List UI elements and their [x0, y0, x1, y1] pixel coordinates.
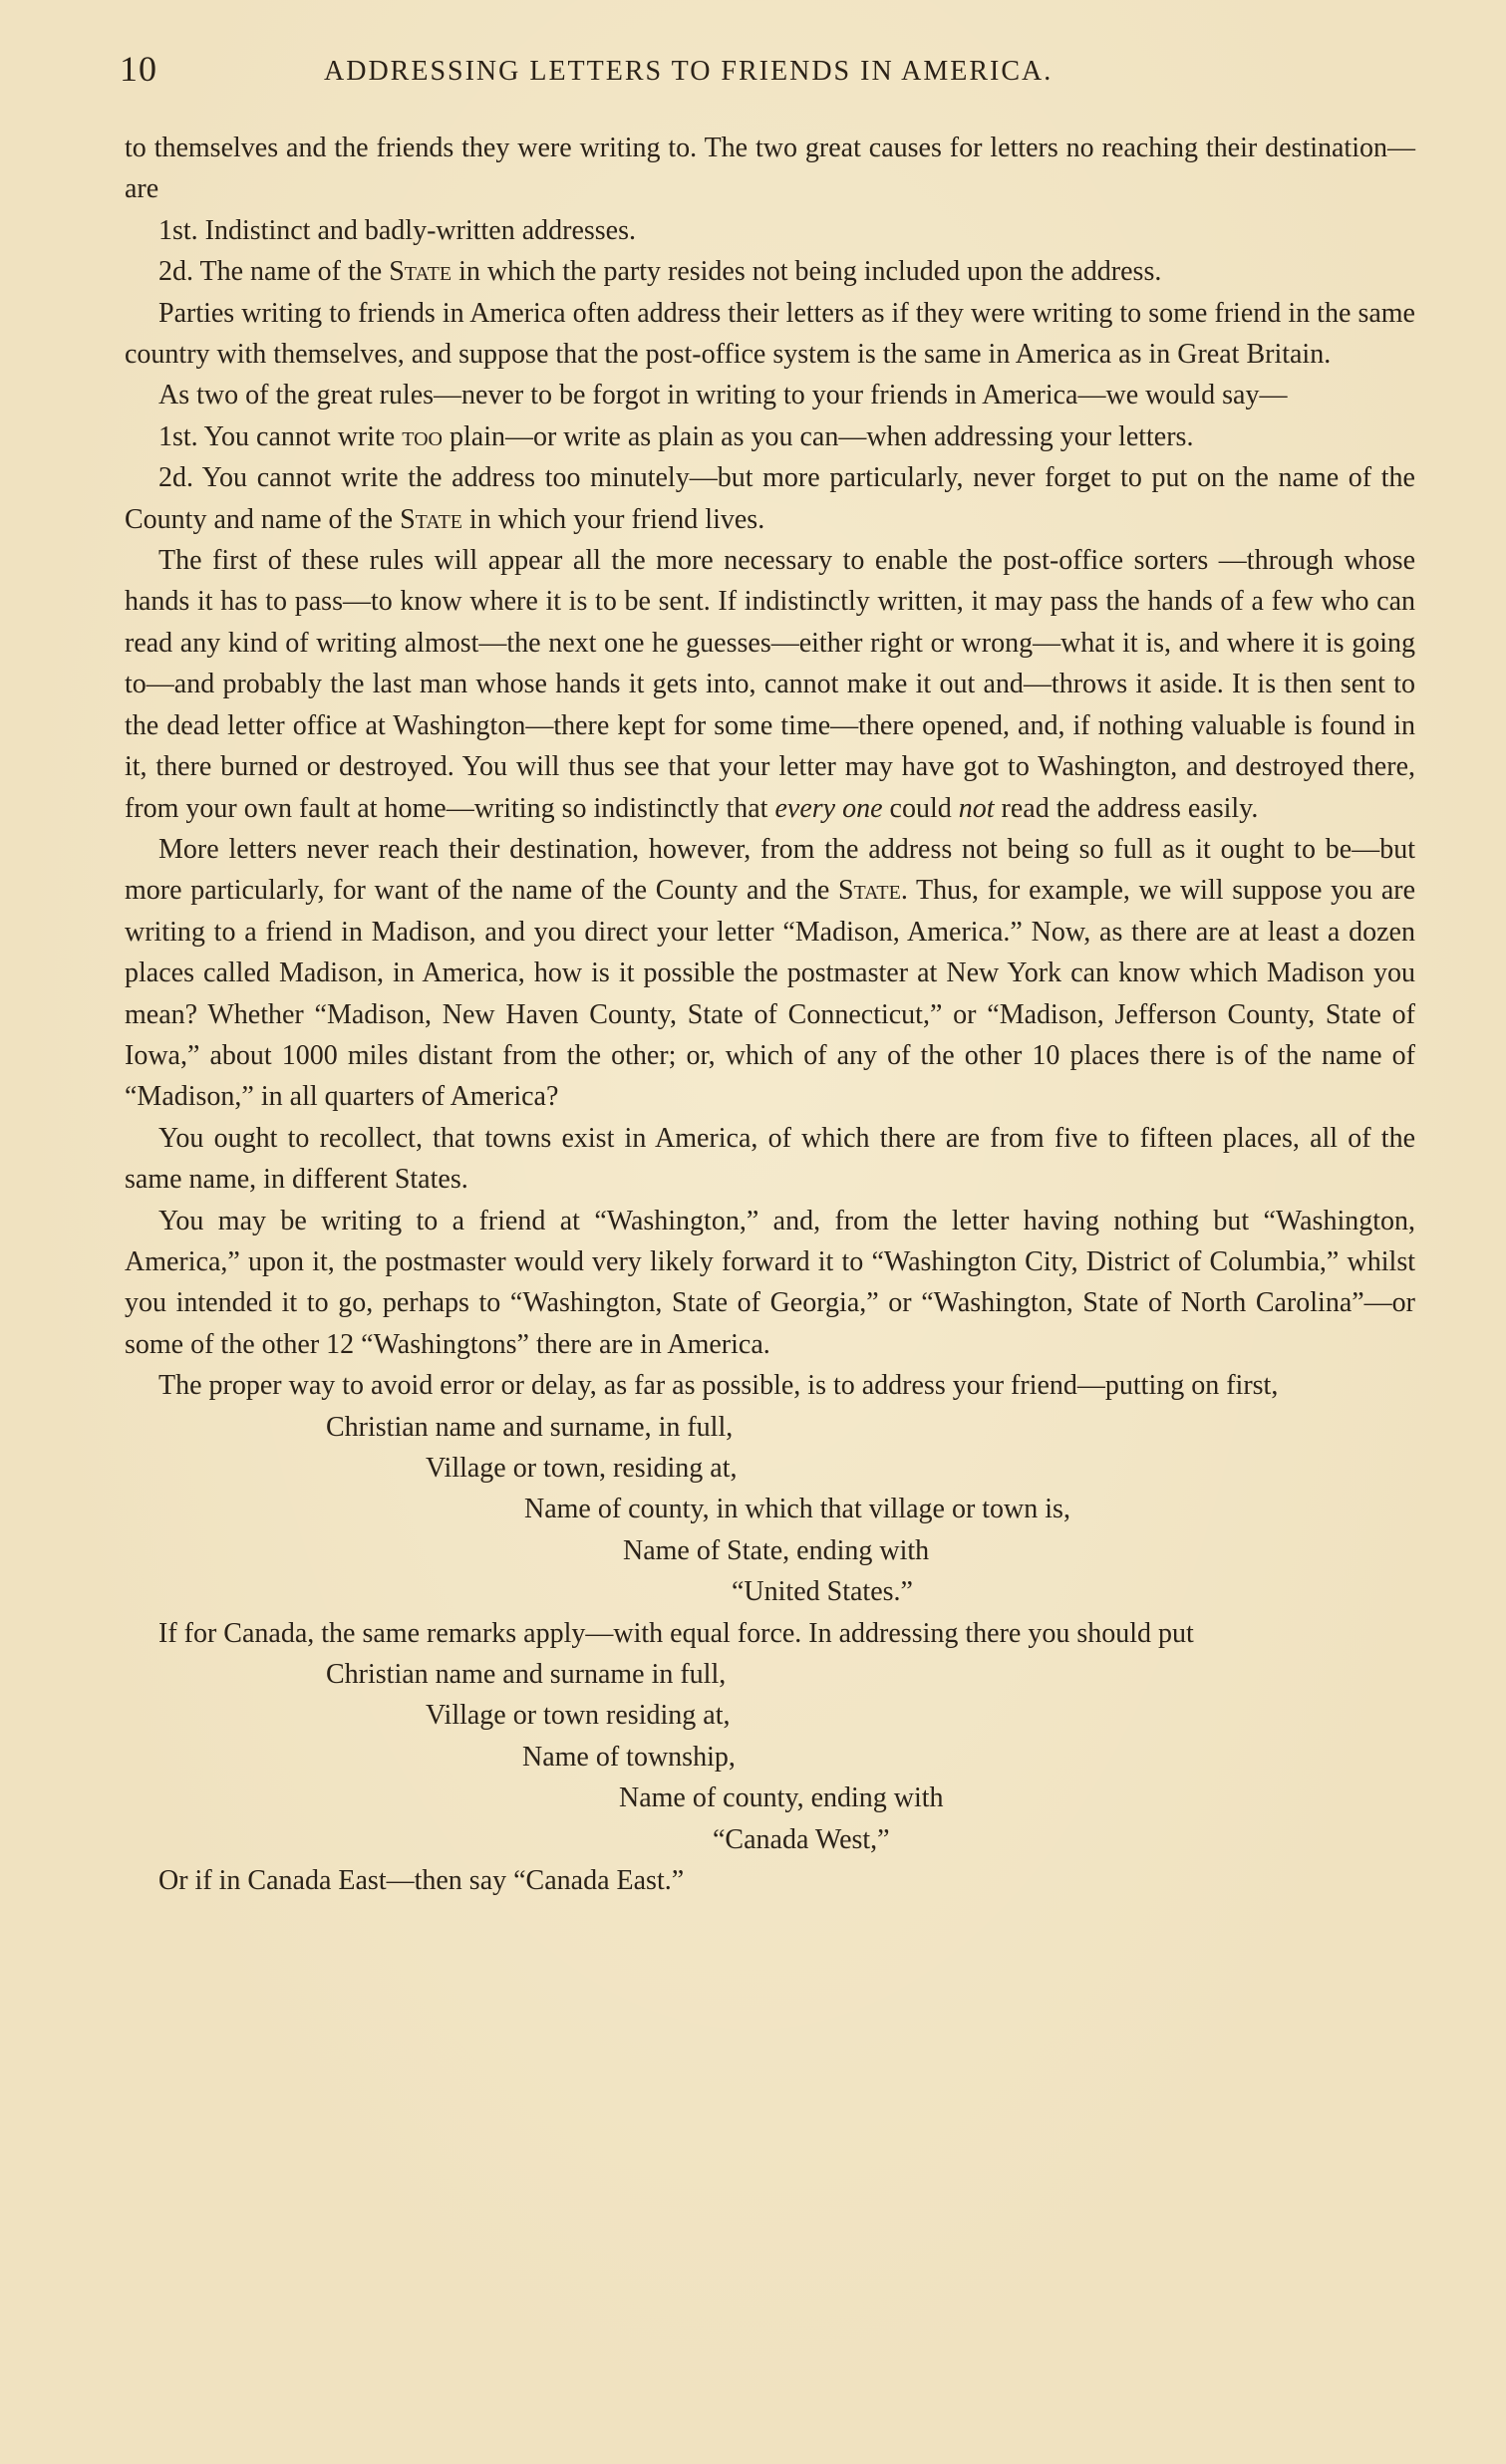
page-header — [120, 44, 1415, 94]
paragraph-8-not: not — [958, 792, 995, 824]
paragraph-7-text-b: in which your friend lives. — [461, 503, 765, 535]
paragraph-9 — [125, 829, 1415, 1118]
us-address-line-2: Village or town, residing at, — [426, 1453, 738, 1484]
canada-address-line-5: “Canada West,” — [713, 1823, 890, 1855]
paragraph-8 — [125, 540, 1415, 829]
paragraph-6-text-a: 1st. You cannot write — [158, 420, 403, 452]
paragraph-14: Or if in Canada East—then say “Canada East.” — [158, 1865, 685, 1897]
us-address-line-3: Name of county, in which that village or town is, — [524, 1494, 1070, 1525]
paragraph-8-text-c: read the address easily. — [994, 792, 1259, 824]
canada-address-template — [125, 1654, 1415, 1860]
paragraph-4: Parties writing to friends in America often address their letters as if they were writing to some friend in the same country with themselves, and suppose that the post-office system is the same in America as in Great Britain. — [125, 297, 1415, 371]
paragraph-7-state: State — [400, 503, 462, 535]
paragraph-6-text-b: plain—or write as plain as you can—when addressing your letters. — [442, 420, 1194, 452]
paragraph-3-state: State — [389, 256, 452, 288]
paragraph-13: If for Canada, the same remarks apply—with equal force. In addressing there you should put — [158, 1617, 1194, 1649]
paragraph-8-text-a: The first of these rules will appear all the more necessary to enable the post-office sorters —through whose hands it has to pass—to know where it is to be sent. If indistinctly written, it may pass the hands of a few who can read any kind of writing almost—the next one he guesses—either right or wrong—what it is, and where it is going to—and probably the last man whose hands it gets into, cannot make it out and—throws it aside. It is then sent to the dead letter office at Washington—there kept for some time—there opened, and, if nothing valuable is found in it, there burned or destroyed. You will thus see that your letter may have got to Washington, and destroyed there, from your own fault at home—writing so indistinctly that — [125, 545, 1415, 824]
paragraph-2: 1st. Indistinct and badly-written addresses. — [158, 214, 637, 246]
us-address-line-4: Name of State, ending with — [623, 1534, 930, 1566]
canada-address-line-2: Village or town residing at, — [426, 1700, 731, 1732]
page-number: 10 — [120, 49, 157, 89]
body-text — [125, 128, 1415, 1901]
paragraph-3-text-a: 2d. The name of the — [158, 256, 390, 288]
paragraph-10: You ought to recollect, that towns exist in America, of which there are from five to fifteen places, all of the same name, in different States. — [125, 1122, 1415, 1196]
paragraph-9-text-b: Thus, for example, we will suppose you are writing to a friend in Madison, and you direct your letter “Madison, America.” Now, as there are at least a dozen places called Madison, in America, how is it possible the postmaster at New York can know which Madison you mean? Whether “Madison, New Haven County, State of Connecticut,” or “Madison, Jefferson County, State of Iowa,” about 1000 miles distant from the other; or, which of any of the other 10 places there is of the name of “Madison,” in all quarters of America? — [125, 875, 1416, 1113]
paragraph-6-too: too — [402, 420, 443, 452]
canada-address-line-3: Name of township, — [522, 1741, 736, 1773]
us-address-template — [125, 1407, 1415, 1613]
paragraph-3-text-b: in which the party resides not being included upon the address. — [452, 256, 1162, 288]
us-address-line-1: Christian name and surname, in full, — [326, 1411, 734, 1443]
paragraph-9-state: State. — [837, 875, 908, 907]
canada-address-line-1: Christian name and surname in full, — [326, 1659, 727, 1691]
canada-address-line-4: Name of county, ending with — [619, 1782, 944, 1814]
paragraph-8-text-b: could — [882, 792, 959, 824]
paragraph-7-text-a: 2d. You cannot write the address too minutely—but more particularly, never forget to put on the name of the County and name of the — [125, 462, 1415, 535]
paragraph-5: As two of the great rules—never to be forgot in writing to your friends in America—we would say— — [158, 380, 1288, 411]
paragraph-8-every-one: every one — [774, 792, 883, 824]
paragraph-3 — [125, 251, 1415, 292]
paragraph-1: to themselves and the friends they were writing to. The two great causes for letters no reaching their destination—are — [125, 133, 1415, 205]
running-head: ADDRESSING LETTERS TO FRIENDS IN AMERICA. — [324, 56, 1054, 87]
paragraph-7 — [125, 457, 1415, 540]
paragraph-12: The proper way to avoid error or delay, as far as possible, is to address your friend—putting on first, — [158, 1370, 1279, 1402]
paragraph-6 — [125, 416, 1415, 457]
us-address-line-5: “United States.” — [732, 1576, 913, 1608]
paragraph-11: You may be writing to a friend at “Washington,” and, from the letter having nothing but “Washington, America,” upon it, the postmaster would very likely forward it to “Washington City, District of Columbia,” whilst you intended it to go, perhaps to “Washington, State of Georgia,” or “Washington, State of North Carolina”—or some of the other 12 “Washingtons” there are in America. — [125, 1205, 1415, 1360]
paragraph-9-text-a: More letters never reach their destination, however, from the address not being so full as it ought to be—but more particularly, for want of the name of the County and the — [125, 833, 1415, 907]
